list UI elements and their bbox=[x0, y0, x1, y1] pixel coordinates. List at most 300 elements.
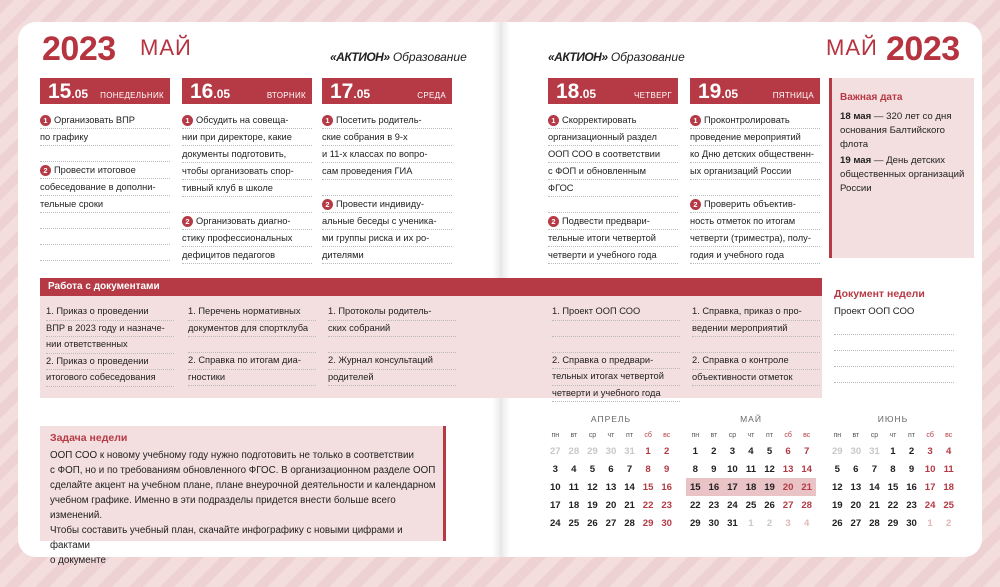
task-week-line: о документе bbox=[50, 555, 106, 566]
calendar-day: 26 bbox=[831, 517, 843, 529]
calendar-day: 18 bbox=[742, 478, 761, 496]
calendar-day: 1 bbox=[748, 517, 754, 529]
calendar-weekday: пт bbox=[626, 431, 634, 439]
important-entry-text: — День детских общественных организаций России bbox=[840, 155, 965, 194]
task-text: Провести индивиду- bbox=[336, 199, 424, 209]
task-text: нии при директоре, какие bbox=[182, 132, 292, 142]
task-line bbox=[690, 163, 820, 180]
day-date bbox=[698, 80, 738, 104]
task-text: годия и учебного года bbox=[690, 250, 785, 260]
task-week-line: ООП СОО к новому учебному году нужно подготовить не только в соответствии bbox=[50, 450, 414, 461]
task-text: Провести итоговое bbox=[54, 165, 136, 175]
calendar-day: 15 bbox=[686, 478, 705, 496]
day-month: .05 bbox=[721, 87, 739, 101]
calendar-day: 13 bbox=[605, 481, 617, 493]
task-number-icon: 1 bbox=[690, 115, 701, 126]
calendar-weekday: вс bbox=[663, 431, 671, 439]
calendar-day: 16 bbox=[661, 481, 673, 493]
calendar-day: 28 bbox=[801, 499, 813, 511]
task-text: Организовать ВПР bbox=[54, 115, 135, 125]
task-text: с ФОП и обновленным bbox=[548, 166, 647, 176]
document-line: 1. Приказ о проведении bbox=[46, 304, 174, 321]
calendar-month-name: АПРЕЛЬ bbox=[590, 414, 632, 424]
task-line bbox=[690, 230, 820, 247]
day-weekday: ВТОРНИК bbox=[266, 91, 306, 100]
calendar-day: 6 bbox=[853, 463, 859, 475]
dotted-line bbox=[692, 337, 820, 353]
task-line bbox=[690, 129, 820, 146]
document-week-title: Документ недели bbox=[834, 288, 925, 300]
task-text: стику профессиональных bbox=[182, 233, 293, 243]
day-number: 18 bbox=[556, 80, 580, 103]
document-line: 2. Справка о предвари- bbox=[552, 353, 680, 370]
calendar-day: 27 bbox=[850, 517, 862, 529]
calendar-day: 5 bbox=[834, 463, 840, 475]
calendar-day: 15 bbox=[642, 481, 654, 493]
task-line bbox=[690, 213, 820, 230]
calendar-grid bbox=[546, 428, 676, 532]
task-line bbox=[548, 213, 678, 230]
calendar-day: 25 bbox=[943, 499, 955, 511]
calendar-day: 8 bbox=[645, 463, 651, 475]
calendar-day: 30 bbox=[661, 517, 673, 529]
document-line: нии ответственных bbox=[46, 337, 174, 354]
calendar-grid bbox=[686, 428, 816, 532]
calendar-day: 12 bbox=[587, 481, 598, 493]
calendar-day: 29 bbox=[831, 445, 843, 457]
task-line bbox=[690, 146, 820, 163]
calendar-day: 30 bbox=[906, 517, 917, 529]
calendar-day: 17 bbox=[723, 478, 742, 496]
document-line: ведении мероприятий bbox=[692, 321, 820, 338]
calendar-day: 2 bbox=[664, 445, 670, 457]
calendar-day: 2 bbox=[711, 445, 717, 457]
task-line bbox=[182, 247, 312, 264]
task-text: четверти и учебного года bbox=[548, 250, 657, 260]
dotted-line bbox=[40, 229, 170, 245]
calendar-day: 27 bbox=[549, 445, 561, 457]
calendar-weekday: чт bbox=[607, 431, 615, 439]
day-number: 19 bbox=[698, 80, 722, 103]
calendar-day: 14 bbox=[801, 463, 813, 475]
calendar-week-row bbox=[828, 442, 958, 460]
calendar-day: 6 bbox=[608, 463, 614, 475]
day-weekday: ЧЕТВЕРГ bbox=[634, 91, 672, 100]
calendar-day: 25 bbox=[568, 517, 580, 529]
calendar-weekday: вт bbox=[710, 431, 718, 439]
task-text: тельные сроки bbox=[40, 199, 104, 209]
calendar-day: 23 bbox=[906, 499, 917, 511]
calendar-day: 1 bbox=[692, 445, 698, 457]
document-line: 2. Справка по итогам диа- bbox=[188, 353, 316, 370]
task-text: ООП СОО в соответствии bbox=[548, 149, 661, 159]
calendar-day: 30 bbox=[850, 445, 862, 457]
important-entry-date: 18 мая bbox=[840, 111, 872, 122]
calendar-day: 29 bbox=[887, 517, 899, 529]
calendar-day: 29 bbox=[689, 517, 701, 529]
day-date bbox=[190, 80, 230, 104]
day-header bbox=[182, 78, 312, 104]
task-line bbox=[548, 163, 678, 180]
task-week-line: сделайте акцент на учебном плане, плане внеурочной деятельности и календарном bbox=[50, 480, 436, 491]
task-text: Посетить родитель- bbox=[336, 115, 422, 125]
calendar-day: 29 bbox=[587, 445, 598, 457]
document-line: итогового собеседования bbox=[46, 370, 174, 387]
calendar-week-row bbox=[546, 514, 676, 532]
dotted-line bbox=[40, 146, 170, 162]
day-weekday: ПЯТНИЦА bbox=[772, 91, 814, 100]
calendar-day: 23 bbox=[661, 499, 673, 511]
task-text: ские собрания в 9-х bbox=[322, 132, 408, 142]
calendar-weekday: чт bbox=[889, 431, 897, 439]
calendar-day: 8 bbox=[890, 463, 896, 475]
calendar-day: 22 bbox=[689, 499, 701, 511]
calendar-day: 21 bbox=[797, 478, 816, 496]
calendar-day: 29 bbox=[642, 517, 654, 529]
document-line: объективности отметок bbox=[692, 370, 820, 387]
task-text: документы подготовить, bbox=[182, 149, 287, 159]
document-line: 2. Журнал консультаций bbox=[328, 353, 456, 370]
document-column bbox=[46, 304, 174, 387]
task-line bbox=[40, 196, 170, 213]
calendar-day: 7 bbox=[871, 463, 878, 475]
calendar-day: 24 bbox=[549, 517, 561, 529]
document-line: ских собраний bbox=[328, 321, 456, 338]
calendar-day: 28 bbox=[624, 517, 635, 529]
calendar-day: 18 bbox=[568, 499, 580, 511]
task-line bbox=[690, 196, 820, 213]
day-weekday: СРЕДА bbox=[417, 91, 446, 100]
calendar-month-name: ИЮНЬ bbox=[877, 414, 909, 424]
brand-right bbox=[548, 50, 685, 64]
brand-rest: Образование bbox=[389, 50, 467, 64]
task-number-icon: 2 bbox=[40, 165, 51, 176]
calendar-day: 11 bbox=[568, 481, 579, 493]
brand-left bbox=[330, 50, 467, 64]
calendar-weekday: ср bbox=[588, 431, 597, 439]
calendar-day: 4 bbox=[946, 445, 952, 457]
task-text: Организовать диагно- bbox=[196, 216, 291, 226]
day-date bbox=[330, 80, 370, 104]
document-week-item: Проект ООП СОО bbox=[834, 306, 915, 317]
dotted-line bbox=[690, 180, 820, 196]
documents-title: Работа с документами bbox=[48, 281, 160, 292]
day-header bbox=[40, 78, 170, 104]
calendar-day: 28 bbox=[869, 517, 880, 529]
task-line bbox=[548, 129, 678, 146]
calendar-day: 3 bbox=[927, 445, 933, 457]
task-text: ми группы риска и их ро- bbox=[322, 233, 430, 243]
calendar-week-row bbox=[686, 514, 816, 532]
task-line bbox=[182, 213, 312, 230]
calendar-day: 26 bbox=[587, 517, 598, 529]
task-text: собеседование в дополни- bbox=[40, 182, 156, 192]
task-line bbox=[182, 163, 312, 180]
calendar-weekday: пт bbox=[908, 431, 916, 439]
day-date bbox=[48, 80, 88, 104]
calendar-weekday: сб bbox=[926, 431, 934, 439]
calendar-day: 13 bbox=[850, 481, 862, 493]
month-calendar bbox=[828, 414, 958, 532]
dotted-line bbox=[834, 334, 954, 335]
calendar-day: 4 bbox=[748, 445, 754, 457]
dotted-line bbox=[322, 180, 452, 196]
calendar-day: 12 bbox=[764, 463, 775, 475]
calendar-week-row bbox=[828, 514, 958, 532]
calendar-day: 19 bbox=[587, 499, 598, 511]
day-month: .05 bbox=[579, 87, 597, 101]
calendar-day: 21 bbox=[624, 499, 635, 511]
task-text: четверти (триместра), полу- bbox=[690, 233, 811, 243]
task-line bbox=[322, 247, 452, 264]
calendar-week-row bbox=[686, 460, 816, 478]
task-text: Проконтролировать bbox=[704, 115, 790, 125]
calendar-week-row bbox=[546, 460, 676, 478]
calendar-day: 16 bbox=[705, 478, 724, 496]
important-entry bbox=[840, 154, 970, 196]
task-text: дителями bbox=[322, 250, 364, 260]
month-right: МАЙ bbox=[826, 35, 878, 60]
day-month: .05 bbox=[213, 87, 231, 101]
day-number: 15 bbox=[48, 80, 72, 103]
day-number: 16 bbox=[190, 80, 214, 103]
day-month: .05 bbox=[353, 87, 371, 101]
day-header bbox=[322, 78, 452, 104]
calendar-day: 2 bbox=[766, 517, 773, 529]
dotted-line bbox=[188, 337, 316, 353]
task-number-icon: 1 bbox=[548, 115, 559, 126]
task-text: ко Дню детских общественн- bbox=[690, 149, 814, 159]
calendar-week-row bbox=[828, 496, 958, 514]
day-tasks bbox=[322, 112, 452, 264]
calendar-day: 22 bbox=[887, 499, 899, 511]
calendar-day: 17 bbox=[549, 499, 561, 511]
calendar-day: 3 bbox=[552, 463, 558, 475]
month-calendar bbox=[546, 414, 676, 532]
document-line: 2. Приказ о проведении bbox=[46, 354, 174, 371]
calendar-day: 31 bbox=[869, 445, 880, 457]
document-column bbox=[328, 304, 456, 386]
task-line bbox=[322, 163, 452, 180]
important-entry bbox=[840, 110, 970, 152]
calendar-day: 1 bbox=[645, 445, 651, 457]
task-text: Скорректировать bbox=[562, 115, 637, 125]
task-number-icon: 2 bbox=[690, 199, 701, 210]
task-number-icon: 2 bbox=[322, 199, 333, 210]
task-of-week bbox=[40, 426, 446, 566]
task-line bbox=[548, 146, 678, 163]
calendar-day: 6 bbox=[785, 445, 791, 457]
task-week-line: учебном графике. Именно в эти подразделы придется внести больше всего изменений. bbox=[50, 495, 396, 521]
document-line: четверти и учебного года bbox=[552, 386, 680, 403]
calendar-weekday-row bbox=[828, 428, 958, 442]
calendar-weekday: чт bbox=[747, 431, 755, 439]
calendar-day: 31 bbox=[727, 517, 738, 529]
document-line: 2. Справка о контроле bbox=[692, 353, 820, 370]
task-week-title: Задача недели bbox=[50, 432, 128, 444]
task-line bbox=[40, 129, 170, 146]
calendar-day: 30 bbox=[708, 517, 720, 529]
task-week-body bbox=[50, 448, 440, 568]
document-line: тельных итогах четвертой bbox=[552, 369, 680, 386]
calendar-day: 17 bbox=[924, 481, 936, 493]
calendar-day: 19 bbox=[760, 478, 779, 496]
task-text: тивный клуб в школе bbox=[182, 183, 273, 193]
calendar-week-row bbox=[546, 478, 676, 496]
calendar-day: 24 bbox=[924, 499, 936, 511]
calendar-day: 7 bbox=[804, 445, 810, 457]
task-line bbox=[322, 213, 452, 230]
calendar-day: 15 bbox=[887, 481, 899, 493]
task-line bbox=[182, 112, 312, 129]
calendar-weekday: вс bbox=[803, 431, 811, 439]
document-line: 1. Проект ООП СОО bbox=[552, 304, 680, 321]
calendar-day: 10 bbox=[549, 481, 561, 493]
task-week-line: с ФОП, но и по требованиям обновленного ФГОС. В организационном разделе ООП bbox=[50, 465, 436, 476]
dotted-line bbox=[552, 337, 680, 353]
calendar-day: 2 bbox=[946, 517, 952, 529]
important-date-box bbox=[829, 78, 974, 258]
task-line bbox=[548, 247, 678, 264]
dotted-line bbox=[40, 213, 170, 229]
task-number-icon: 1 bbox=[322, 115, 333, 126]
calendar-day: 1 bbox=[890, 445, 896, 457]
calendar-weekday: ср bbox=[728, 431, 737, 439]
task-text: тельные итоги четвертой bbox=[548, 233, 656, 243]
calendar-day: 5 bbox=[766, 445, 773, 457]
task-line bbox=[690, 247, 820, 264]
task-line bbox=[182, 129, 312, 146]
day-tasks bbox=[40, 112, 170, 261]
day-header bbox=[690, 78, 820, 104]
important-date-title: Важная дата bbox=[840, 92, 903, 103]
task-text: Подвести предвари- bbox=[562, 216, 650, 226]
document-line: документов для спортклуба bbox=[188, 321, 316, 338]
task-line bbox=[548, 112, 678, 129]
task-number-icon: 2 bbox=[182, 216, 193, 227]
calendar-weekday-row bbox=[546, 428, 676, 442]
calendar-day: 19 bbox=[831, 499, 843, 511]
calendar-day: 9 bbox=[711, 463, 717, 475]
calendar-day: 12 bbox=[831, 481, 843, 493]
brand-rest: Образование bbox=[607, 50, 685, 64]
task-line bbox=[182, 230, 312, 247]
calendar-day: 2 bbox=[908, 445, 915, 457]
document-column bbox=[188, 304, 316, 386]
calendar-day: 1 bbox=[927, 517, 933, 529]
calendar-day: 24 bbox=[727, 499, 738, 511]
task-text: и 11-х классах по вопро- bbox=[322, 149, 428, 159]
calendar-day: 4 bbox=[804, 517, 810, 529]
calendar-day: 20 bbox=[605, 499, 617, 511]
calendar-day: 3 bbox=[785, 517, 791, 529]
task-text: чтобы организовать спор- bbox=[182, 166, 294, 176]
calendar-day: 30 bbox=[605, 445, 617, 457]
dotted-line bbox=[40, 245, 170, 261]
dotted-line bbox=[834, 382, 954, 383]
dotted-line bbox=[182, 197, 312, 213]
task-number-icon: 1 bbox=[40, 115, 51, 126]
calendar-day: 14 bbox=[869, 481, 880, 493]
calendar-day: 7 bbox=[626, 463, 633, 475]
task-line bbox=[548, 180, 678, 197]
dotted-line bbox=[548, 197, 678, 213]
calendar-day: 13 bbox=[782, 463, 794, 475]
calendar-day: 20 bbox=[850, 499, 862, 511]
calendar-weekday: вс bbox=[945, 431, 953, 439]
calendar-day: 25 bbox=[745, 499, 757, 511]
task-line bbox=[322, 230, 452, 247]
calendar-week-row bbox=[546, 496, 676, 514]
calendar-week-row bbox=[828, 478, 958, 496]
task-line bbox=[322, 196, 452, 213]
document-column bbox=[552, 304, 680, 402]
calendar-month-name: МАЙ bbox=[740, 414, 762, 424]
document-line: 1. Протоколы родитель- bbox=[328, 304, 456, 321]
calendar-day: 20 bbox=[779, 478, 798, 496]
task-line bbox=[182, 180, 312, 197]
important-entry-date: 19 мая bbox=[840, 155, 872, 166]
task-number-icon: 2 bbox=[548, 216, 559, 227]
task-number-icon: 1 bbox=[182, 115, 193, 126]
task-text: проведение мероприятий bbox=[690, 132, 801, 142]
calendar-day: 10 bbox=[727, 463, 738, 475]
task-line bbox=[182, 146, 312, 163]
task-line bbox=[548, 230, 678, 247]
calendar-week-row bbox=[828, 460, 958, 478]
calendar-day: 9 bbox=[664, 463, 670, 475]
task-text: Проверить объектив- bbox=[704, 199, 796, 209]
calendar-day: 11 bbox=[943, 463, 954, 475]
task-line bbox=[40, 179, 170, 196]
calendar-day: 23 bbox=[708, 499, 720, 511]
brand-bold: «АКТИОН» bbox=[330, 50, 390, 64]
document-line: ВПР в 2023 году и назначе- bbox=[46, 321, 174, 338]
calendar-day: 10 bbox=[924, 463, 936, 475]
calendar-weekday-row bbox=[686, 428, 816, 442]
calendar-weekday: сб bbox=[644, 431, 652, 439]
calendar-day: 11 bbox=[745, 463, 757, 475]
calendar-day: 31 bbox=[624, 445, 635, 457]
dotted-line bbox=[834, 366, 954, 367]
calendar-day: 16 bbox=[906, 481, 917, 493]
calendar-weekday: пн bbox=[691, 431, 700, 439]
task-text: организационный раздел bbox=[548, 132, 657, 142]
document-line: 1. Перечень нормативных bbox=[188, 304, 316, 321]
month-calendar bbox=[686, 414, 816, 532]
task-text: ых организаций России bbox=[690, 166, 792, 176]
document-line: родителей bbox=[328, 370, 456, 387]
task-line bbox=[40, 162, 170, 179]
calendar-week-row bbox=[686, 496, 816, 514]
calendar-weekday: пн bbox=[551, 431, 560, 439]
day-tasks bbox=[548, 112, 678, 264]
documents-section bbox=[40, 278, 822, 398]
task-line bbox=[690, 112, 820, 129]
calendar-week-row bbox=[546, 442, 676, 460]
dotted-line bbox=[328, 337, 456, 353]
task-text: Обсудить на совеща- bbox=[196, 115, 289, 125]
calendar-day: 21 bbox=[869, 499, 880, 511]
calendar-weekday: вт bbox=[570, 431, 578, 439]
year-left: 2023 bbox=[42, 30, 116, 68]
day-tasks bbox=[182, 112, 312, 264]
task-week-line: Чтобы составить учебный план, скачайте инфографику с новыми цифрами и фактами bbox=[50, 525, 403, 551]
year-right: 2023 bbox=[886, 30, 960, 68]
day-number: 17 bbox=[330, 80, 354, 103]
brand-bold: «АКТИОН» bbox=[548, 50, 608, 64]
day-date bbox=[556, 80, 596, 104]
